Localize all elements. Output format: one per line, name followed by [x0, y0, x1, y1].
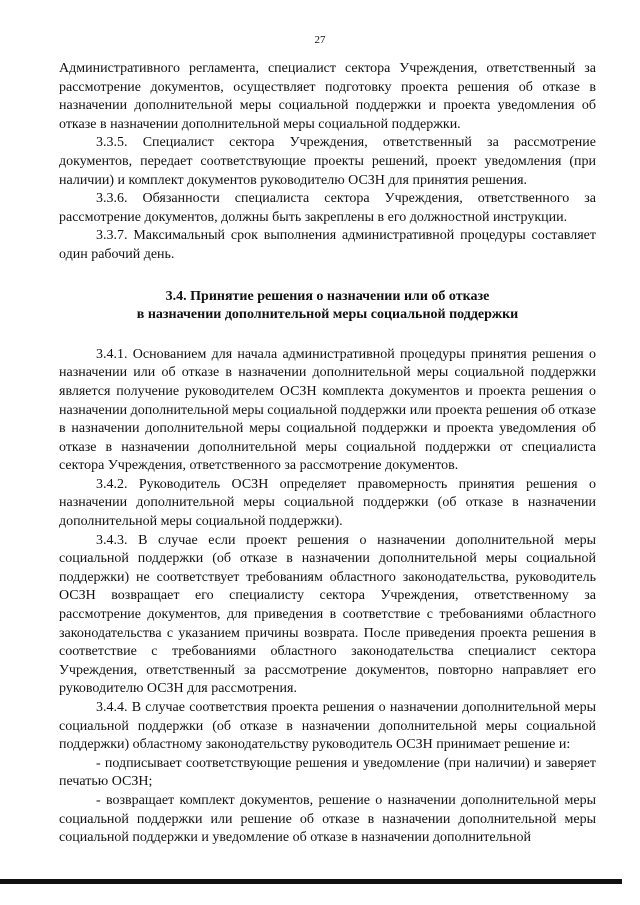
paragraph-3-4-2: 3.4.2. Руководитель ОСЗН определяет правомерность принятия решения о назначении дополнительной меры социальной поддержки (об отказе в назначении дополнительной меры социальной поддержки).	[59, 476, 596, 530]
paragraph-3-3-5: 3.3.5. Специалист сектора Учреждения, ответственный за рассмотрение документов, передает соответствующие проекты решений, проект уведомления (при наличии) и комплект документов руководителю ОСЗН для принятия решения.	[59, 135, 596, 188]
bottom-rule	[0, 879, 622, 884]
paragraph-continued: Административного регламента, специалист сектора Учреждения, ответственный за рассмотрение документов, осуществляет подготовку проекта решения об отказе в назначении дополнительной меры социальной поддержки и проекта уведомления об отказе в назначении дополнительной меры социальной поддержки.	[59, 61, 596, 132]
section-heading	[59, 288, 596, 325]
list-item-return: - возвращает комплект документов, решение о назначении дополнительной меры социальной поддержки или решение об отказе в назначении дополнительной меры социальной поддержки и уведомление об отказе в назначении дополнительной	[59, 792, 596, 846]
paragraph-3-4-1: 3.4.1. Основанием для начала административной процедуры принятия решения о назначении или об отказе в назначении дополнительной меры социальной поддержки является получение руководителем ОСЗН комплекта документов и проекта решения о назначении дополнительной меры социальной поддержки или проекта решения об отказе в назначении дополнительной меры социальной поддержки и проекта уведомления об отказе в назначении дополнительной меры социальной поддержки от специалиста сектора Учреждения, ответственного за рассмотрение документов.	[59, 346, 596, 474]
page-number: 27	[314, 34, 326, 46]
list-item-sign: - подписывает соответствующие решения и уведомление (при наличии) и заверяет печатью ОСЗН;	[59, 755, 596, 790]
paragraph-3-4-4: 3.4.4. В случае соответствия проекта решения о назначении дополнительной меры социальной поддержки (об отказе в назначении дополнительной меры социальной поддержки) областному законодательству руководитель ОСЗН принимает решение и:	[59, 700, 596, 753]
paragraph-3-4-3: 3.4.3. В случае если проект решения о назначении дополнительной меры социальной поддержки (об отказе в назначении дополнительной меры социальной поддержки) не соответствует требованиям областного законодательства, руководитель ОСЗН возвращает его специалисту сектора Учреждения, ответственному за рассмотрение документов, для приведения в соответствие с требованиями областного законодательства с указанием причины возврата. После приведения проекта решения в соответствие с требованиями областного законодательства специалист сектора Учреждения, ответственный за рассмотрение документов, повторно направляет его руководителю ОСЗН для рассмотрения.	[59, 532, 596, 697]
paragraph-3-3-6: 3.3.6. Обязанности специалиста сектора Учреждения, ответственного за рассмотрение документов, должны быть закреплены в его должностной инструкции.	[59, 191, 596, 225]
section-heading-line-2: в назначении дополнительной меры социальной поддержки	[136, 307, 519, 323]
section-heading-line-1: 3.4. Принятие решения о назначении или об отказе	[165, 288, 490, 304]
document-body	[59, 60, 596, 848]
paragraph-3-3-7: 3.3.7. Максимальный срок выполнения административной процедуры составляет один рабочий день.	[59, 228, 596, 262]
